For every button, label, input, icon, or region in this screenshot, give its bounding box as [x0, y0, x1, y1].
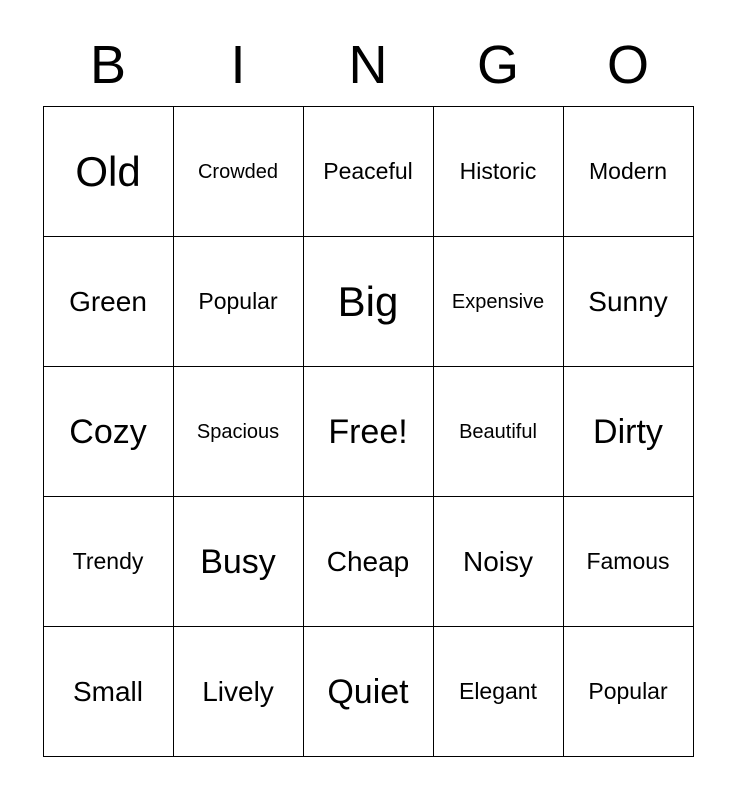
- bingo-row: [43, 627, 693, 757]
- bingo-cell[interactable]: Quiet: [303, 627, 433, 757]
- bingo-header: [43, 0, 693, 96]
- bingo-cell[interactable]: Dirty: [563, 367, 693, 497]
- bingo-grid: [43, 106, 694, 757]
- bingo-cell[interactable]: Green: [43, 237, 173, 367]
- bingo-cell[interactable]: Spacious: [173, 367, 303, 497]
- header-letter-o: O: [606, 35, 649, 95]
- bingo-row: [43, 237, 693, 367]
- bingo-cell[interactable]: Famous: [563, 497, 693, 627]
- bingo-cell[interactable]: Popular: [563, 627, 693, 757]
- bingo-cell-free[interactable]: Free!: [303, 367, 433, 497]
- bingo-cell[interactable]: Popular: [173, 237, 303, 367]
- bingo-cell[interactable]: Sunny: [563, 237, 693, 367]
- bingo-cell[interactable]: Noisy: [433, 497, 563, 627]
- bingo-cell[interactable]: Historic: [433, 107, 563, 237]
- header-letter-i: I: [230, 35, 246, 95]
- bingo-cell[interactable]: Busy: [173, 497, 303, 627]
- bingo-cell[interactable]: Expensive: [433, 237, 563, 367]
- bingo-cell[interactable]: Modern: [563, 107, 693, 237]
- bingo-cell[interactable]: Big: [303, 237, 433, 367]
- bingo-cell[interactable]: Crowded: [173, 107, 303, 237]
- bingo-cell[interactable]: Elegant: [433, 627, 563, 757]
- header-letter-g: G: [476, 35, 519, 95]
- bingo-row: [43, 367, 693, 497]
- bingo-cell[interactable]: Cozy: [43, 367, 173, 497]
- bingo-cell[interactable]: Cheap: [303, 497, 433, 627]
- bingo-cell[interactable]: Small: [43, 627, 173, 757]
- bingo-cell[interactable]: Lively: [173, 627, 303, 757]
- header-letter-n: N: [348, 35, 388, 95]
- bingo-cell[interactable]: Old: [43, 107, 173, 237]
- bingo-cell[interactable]: Peaceful: [303, 107, 433, 237]
- bingo-row: [43, 107, 693, 237]
- bingo-cell[interactable]: Trendy: [43, 497, 173, 627]
- bingo-cell[interactable]: Beautiful: [433, 367, 563, 497]
- header-letter-b: B: [89, 35, 127, 95]
- bingo-row: [43, 497, 693, 627]
